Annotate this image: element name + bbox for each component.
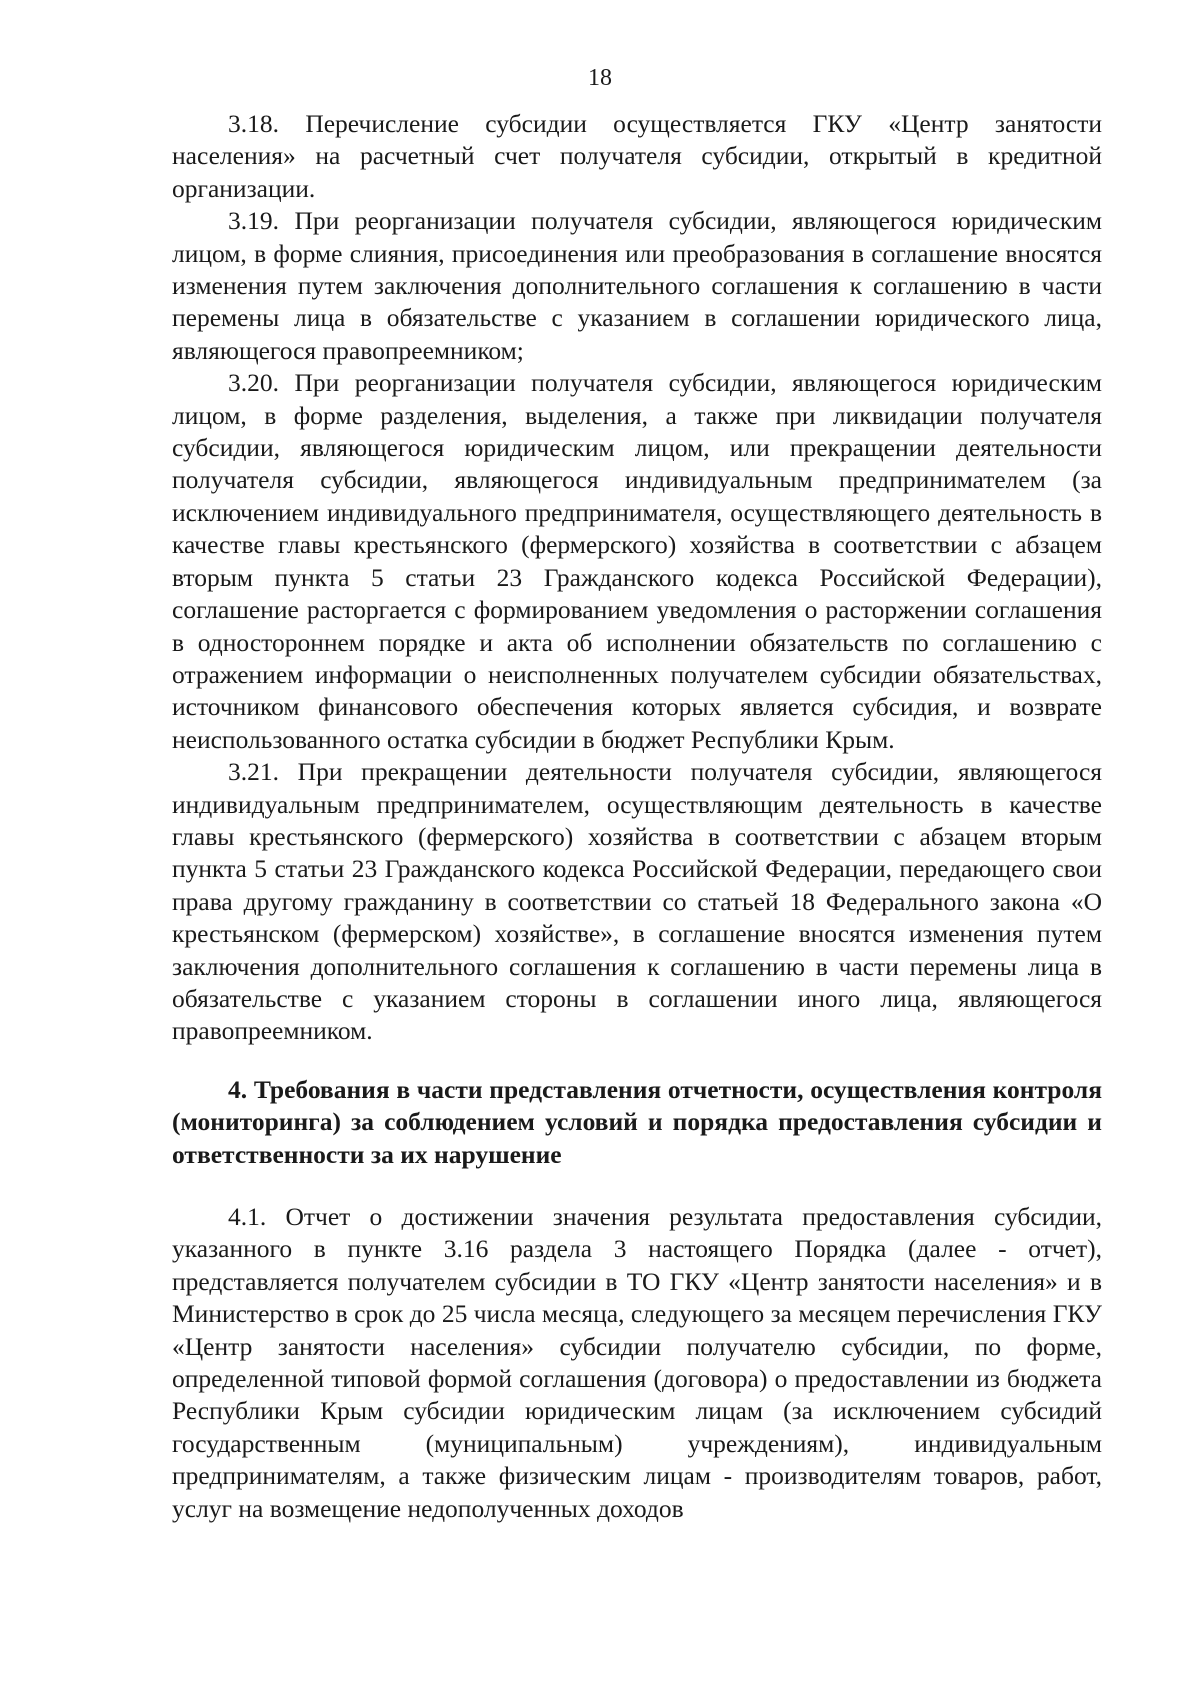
paragraph-3-19: 3.19. При реорганизации получателя субсидии, являющегося юридическим лицом, в форме слияния, присоединения или преобразования в соглашение вносятся изменения путем заключения дополнительного соглашения к соглашению в части перемены лица в обязательстве с указанием в соглашении юридического лица, являющегося правопреемником; [172,206,1102,365]
page-number: 18 [588,65,612,91]
paragraph-3-20: 3.20. При реорганизации получателя субсидии, являющегося юридическим лицом, в форме разделения, выделения, а также при ликвидации получателя субсидии, являющегося юридическим лицом, или прекращении деятельности получателя субсидии, являющегося индивидуальным предпринимателем (за исключением индивидуального предпринимателя, осуществляющего деятельность в качестве главы крестьянского (фермерского) хозяйства в соответствии с абзацем вторым пункта 5 статьи 23 Гражданского кодекса Российской Федерации), соглашение расторгается с формированием уведомления о расторжении соглашения в одностороннем порядке и акта об исполнении обязательств по соглашению с отражением информации о неисполненных получателем субсидии обязательствах, источником финансового обеспечения которых является субсидия, и возврате неиспользованного остатка субсидии в бюджет Республики Крым. [172,368,1102,754]
paragraph-3-21: 3.21. При прекращении деятельности получателя субсидии, являющегося индивидуальным предпринимателем, осуществляющим деятельность в качестве главы крестьянского (фермерского) хозяйства в соответствии с абзацем вторым пункта 5 статьи 23 Гражданского кодекса Российской Федерации, передающего свои права другому гражданину в соответствии со статьей 18 Федерального закона «О крестьянском (фермерском) хозяйстве», в соглашение вносятся изменения путем заключения дополнительного соглашения к соглашению в части перемены лица в обязательстве с указанием стороны в соглашении иного лица, являющегося правопреемником. [172,757,1102,1046]
paragraph-4-1: 4.1. Отчет о достижении значения результата предоставления субсидии, указанного в пункте 3.16 раздела 3 настоящего Порядка (далее - отчет), представляется получателем субсидии в ТО ГКУ «Центр занятости населения» и в Министерство в срок до 25 числа месяца, следующего за месяцем перечисления ГКУ «Центр занятости населения» субсидии получателю субсидии, по форме, определенной типовой формой соглашения (договора) о предоставлении из бюджета Республики Крым субсидии юридическим лицам (за исключением субсидий государственным (муниципальным) учреждениям), индивидуальным предпринимателям, а также физическим лицам - производителям товаров, работ, услуг на возмещение недополученных доходов [172,1202,1102,1523]
section-4-heading: 4. Требования в части представления отчетности, осуществления контроля (мониторинга) за соблюдением условий и порядка предоставления субсидии и ответственности за их нарушение [172,1074,1102,1169]
paragraph-3-18: 3.18. Перечисление субсидии осуществляется ГКУ «Центр занятости населения» на расчетный счет получателя субсидии, открытый в кредитной организации. [172,109,1102,203]
document-body [172,108,1102,1525]
